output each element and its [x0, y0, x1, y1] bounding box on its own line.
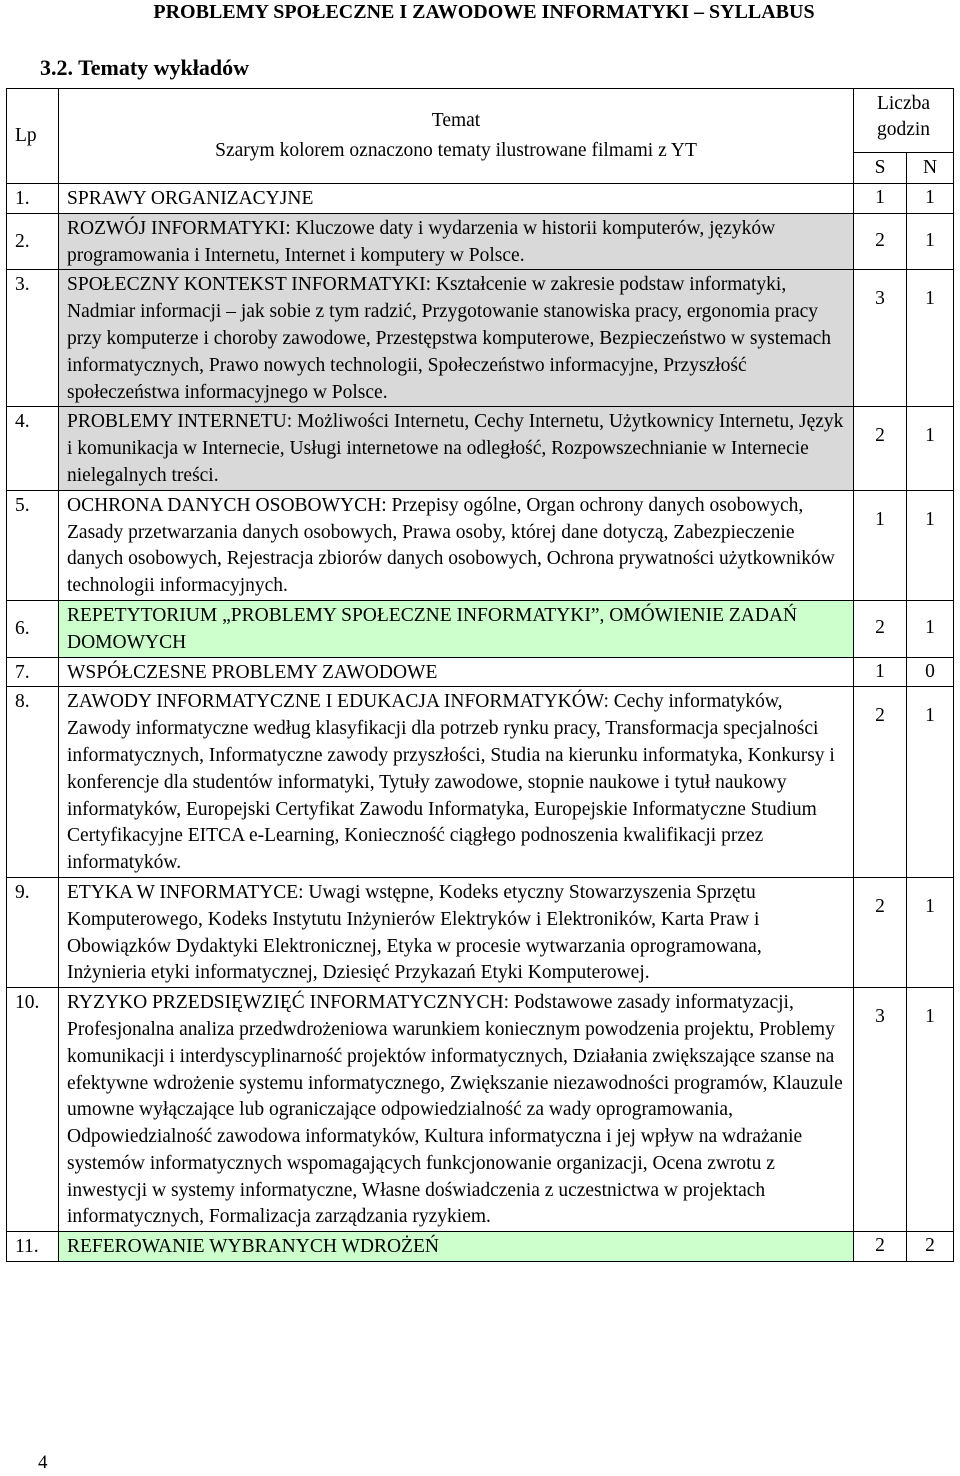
row-hours-s: 1: [854, 184, 907, 214]
row-hours-n: 1: [907, 490, 954, 600]
table-row: [7, 213, 954, 270]
header-temat-note: Szarym kolorem oznaczono tematy ilustrowane filmami z YT: [215, 140, 697, 161]
table-header: [7, 89, 954, 184]
table-row: [7, 490, 954, 600]
header-temat-title: Temat: [431, 110, 481, 131]
row-hours-s: 2: [854, 877, 907, 987]
table-row: [7, 407, 954, 490]
row-lp: 4.: [7, 407, 59, 490]
row-lp: 9.: [7, 877, 59, 987]
row-hours-s: 2: [854, 407, 907, 490]
row-lp: 5.: [7, 490, 59, 600]
table-row: [7, 270, 954, 407]
row-topic: SPOŁECZNY KONTEKST INFORMATYKI: Kształcenie w zakresie podstaw informatyki, Nadmiar informacji – jak sobie z tym radzić, Przygotowanie stanowiska pracy, ergonomia pracy przy komputerze i choroby zawodowe, Przestępstwa komputerowe, Bezpieczeństwo w systemach informatycznych, Prawo nowych technologii, Społeczeństwo informacyjne, Przyszłość społeczeństwa informacyjnego w Polsce.: [59, 270, 854, 407]
row-lp: 6.: [7, 600, 59, 657]
page-number: 4: [38, 1452, 48, 1473]
row-hours-n: 1: [907, 184, 954, 214]
row-lp: 10.: [7, 988, 59, 1232]
row-topic: ETYKA W INFORMATYCE: Uwagi wstępne, Kodeks etyczny Stowarzyszenia Sprzętu Komputerowego, Kodeks Instytutu Inżynierów Elektryków i Elektroników, Karta Praw i Obowiązków Dydaktyki Elektronicznej, Etyka w procesie wytwarzania oprogramowana, Inżynieria etyki informatycznej, Dziesięć Przykazań Etyki Komputerowej.: [59, 877, 854, 987]
row-lp: 2.: [7, 213, 59, 270]
row-hours-n: 1: [907, 270, 954, 407]
row-hours-s: 2: [854, 213, 907, 270]
table-row: [7, 877, 954, 987]
row-hours-n: 1: [907, 407, 954, 490]
header-lp: Lp: [7, 89, 59, 184]
header-n: N: [907, 153, 954, 184]
row-hours-s: 3: [854, 270, 907, 407]
section-title: 3.2. Tematy wykładów: [40, 55, 250, 80]
table-row: [7, 988, 954, 1232]
table-row: [7, 1232, 954, 1262]
row-lp: 3.: [7, 270, 59, 407]
document-header: PROBLEMY SPOŁECZNE I ZAWODOWE INFORMATYKI – SYLLABUS: [153, 1, 815, 23]
row-hours-n: 1: [907, 600, 954, 657]
row-hours-n: 0: [907, 657, 954, 687]
row-lp: 11.: [7, 1232, 59, 1262]
row-hours-n: 1: [907, 988, 954, 1232]
row-hours-n: 1: [907, 687, 954, 878]
row-topic: REFEROWANIE WYBRANYCH WDROŻEŃ: [59, 1232, 854, 1262]
row-hours-n: 1: [907, 877, 954, 987]
row-topic: REPETYTORIUM „PROBLEMY SPOŁECZNE INFORMATYKI”, OMÓWIENIE ZADAŃ DOMOWYCH: [59, 600, 854, 657]
row-topic: WSPÓŁCZESNE PROBLEMY ZAWODOWE: [59, 657, 854, 687]
header-hours: Liczba godzin: [854, 89, 954, 153]
row-hours-n: 1: [907, 213, 954, 270]
row-hours-s: 2: [854, 600, 907, 657]
header-temat: [59, 89, 854, 184]
table-row: [7, 600, 954, 657]
table-row: [7, 687, 954, 878]
row-topic: RYZYKO PRZEDSIĘWZIĘĆ INFORMATYCZNYCH: Podstawowe zasady informatyzacji, Profesjonalna analiza przedwdrożeniowa warunkiem koniecznym powodzenia projektu, Problemy komunikacji i interdyscyplinarność projektów informatycznych, Działania zwiększające szanse na efektywne wdrożenie systemu informatycznego, Zwiększanie niezawodności programów, Klauzule umowne wyłączające lub ograniczające odpowiedzialność za wady oprogramowania, Odpowiedzialność zawodowa informatyków, Kultura informatyczna i jej wpływ na wdrażanie systemów informatycznych wspomagających funkcjonowanie organizacji, Ocena zwrotu z inwestycji w systemy informatyczne, Własne doświadczenia z uczestnictwa w projektach informatycznych, Formalizacja zarządzania ryzykiem.: [59, 988, 854, 1232]
table-row: [7, 184, 954, 214]
row-topic: SPRAWY ORGANIZACYJNE: [59, 184, 854, 214]
row-hours-s: 3: [854, 988, 907, 1232]
row-lp: 8.: [7, 687, 59, 878]
row-topic: PROBLEMY INTERNETU: Możliwości Internetu, Cechy Internetu, Użytkownicy Internetu, Język i komunikacja w Internecie, Usługi internetowe na odległość, Rozpowszechnianie w Internecie nielegalnych treści.: [59, 407, 854, 490]
row-hours-s: 1: [854, 657, 907, 687]
row-topic: ZAWODY INFORMATYCZNE I EDUKACJA INFORMATYKÓW: Cechy informatyków, Zawody informatyczne według klasyfikacji dla potrzeb rynku pracy, Transformacja specjalności informatycznych, Informatyczne zawody przyszłości, Studia na kierunku informatyka, Konkursy i konferencje dla studentów informatyki, Tytuły zawodowe, stopnie naukowe i tytuł naukowy informatyków, Europejski Certyfikat Zawodu Informatyka, Europejskie Informatyczne Studium Certyfikacyjne EITCA e-Learning, Konieczność ciągłego podnoszenia kwalifikacji przez informatyków.: [59, 687, 854, 878]
row-hours-s: 2: [854, 1232, 907, 1262]
lectures-table: [6, 88, 954, 1262]
row-lp: 7.: [7, 657, 59, 687]
header-s: S: [854, 153, 907, 184]
row-hours-s: 1: [854, 490, 907, 600]
row-hours-s: 2: [854, 687, 907, 878]
table-row: [7, 657, 954, 687]
row-topic: ROZWÓJ INFORMATYKI: Kluczowe daty i wydarzenia w historii komputerów, języków programowania i Internetu, Internet i komputery w Polsce.: [59, 213, 854, 270]
row-hours-n: 2: [907, 1232, 954, 1262]
row-lp: 1.: [7, 184, 59, 214]
row-topic: OCHRONA DANYCH OSOBOWYCH: Przepisy ogólne, Organ ochrony danych osobowych, Zasady przetwarzania danych osobowych, Prawa osoby, której dane dotyczą, Zabezpieczenie danych osobowych, Rejestracja zbiorów danych osobowych, Ochrona prywatności użytkowników technologii informacyjnych.: [59, 490, 854, 600]
